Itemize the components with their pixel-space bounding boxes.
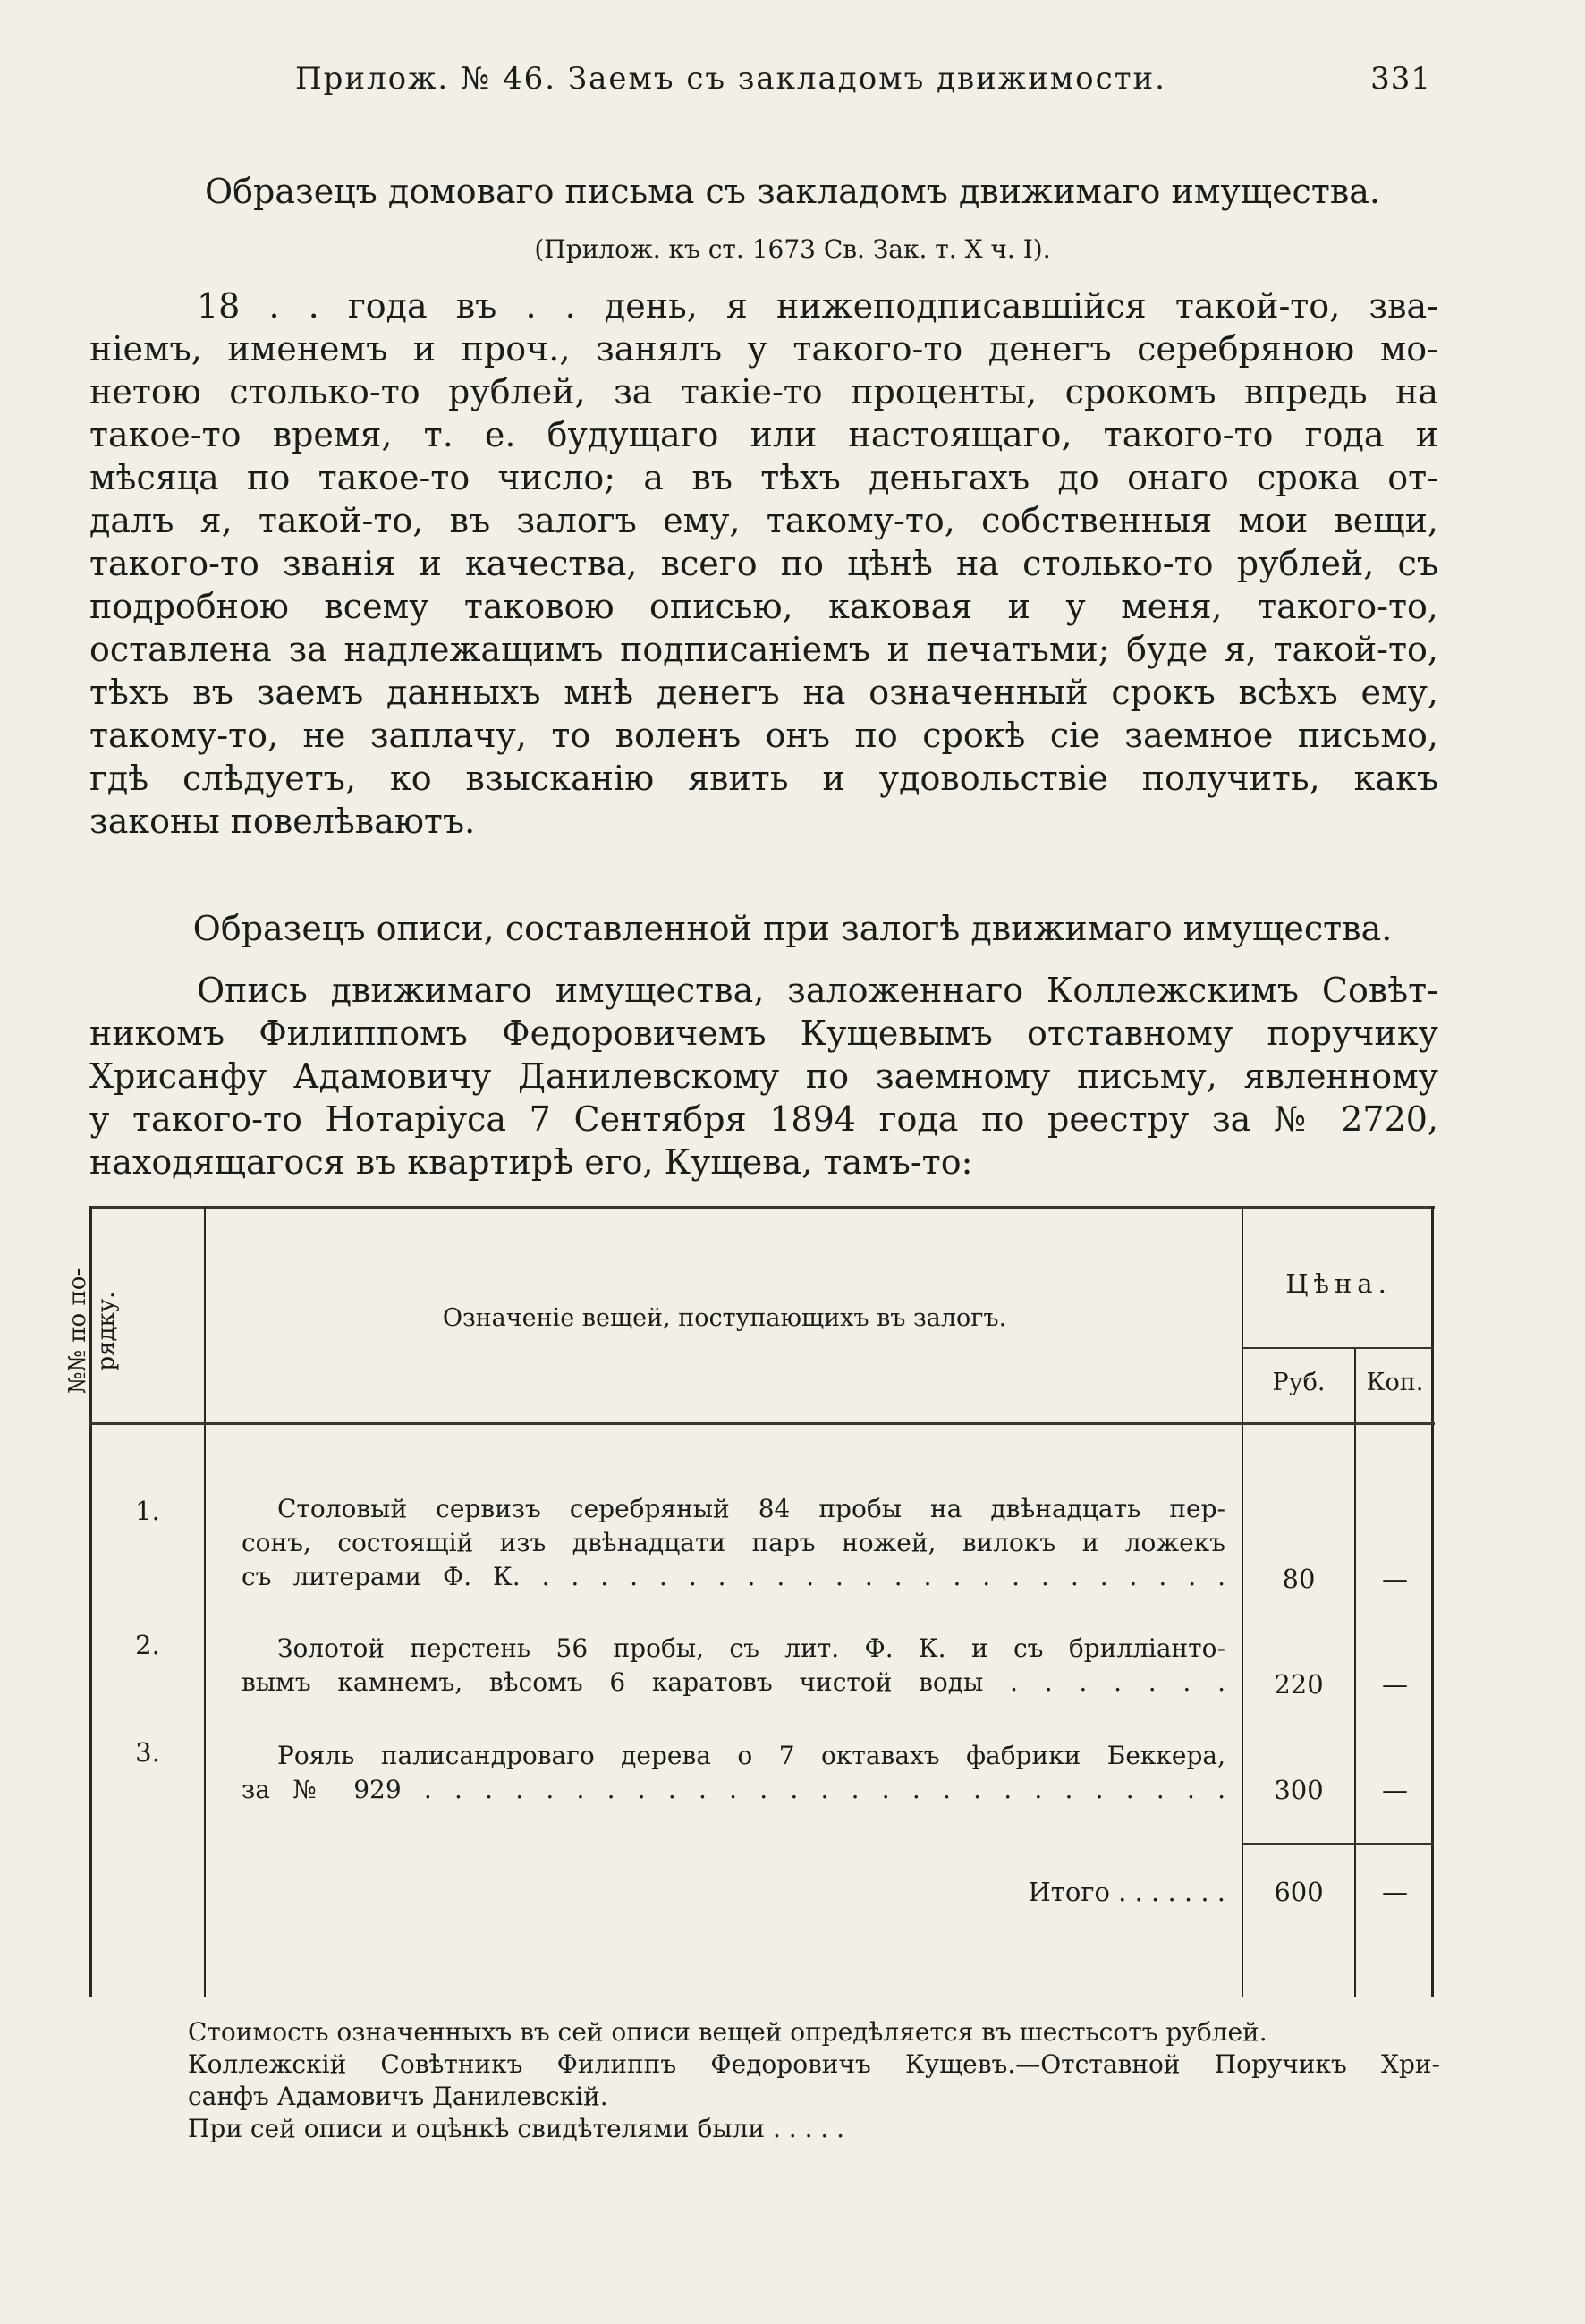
row-kop: — [1382,1564,1408,1594]
body-line: ніемъ, именемъ и проч., занялъ у такого-то денегъ серебряною мо- [89,329,1438,369]
footer-line: санфъ Адамовичъ Данилевскій. [188,2082,608,2111]
body-line: никомъ Филиппомъ Федоровичемъ Кущевымъ отставному поручику [89,1014,1438,1053]
row-description [242,1632,1225,1700]
price-subhead-rule [1243,1347,1433,1349]
running-head: Прилож. № 46. Заемъ съ закладомъ движимости. [295,61,1166,97]
row-number: 2. [135,1630,160,1660]
header-rule [89,1422,1435,1425]
row-description-line: сонъ, состоящій изъ двѣнадцати паръ ножей, вилокъ и ложекъ [242,1528,1225,1557]
body-line: у такого-то Нотаріуса 7 Сентября 1894 года по реестру за № 2720, [89,1099,1438,1139]
body-line: такому-то, не заплачу, то воленъ онъ по срокѣ сіе заемное письмо, [89,716,1438,755]
body-line: гдѣ слѣдуетъ, ко взысканію явить и удовольствіе получить, какъ [89,759,1438,798]
body-line: такое-то время, т. е. будущаго или настоящаго, такого-то года и [89,415,1438,454]
body-line: оставлена за надлежащимъ подписаніемъ и печатьми; буде я, такой-то, [89,630,1438,669]
column-header-number-label: №№ по по- рядку. [64,1268,120,1395]
row-kop: — [1382,1669,1408,1700]
row-description-line: Рояль палисандроваго дерева о 7 октавахъ фабрики Беккера, [277,1741,1225,1770]
column-header-rub: Руб. [1272,1369,1326,1396]
row-number: 1. [135,1496,160,1526]
body-line: далъ я, такой-то, въ залогъ ему, такому-то, собственныя мои вещи, [89,501,1438,540]
row-rub: 220 [1274,1669,1324,1700]
table-top-rule [89,1206,1435,1209]
column-header-number [34,1242,150,1421]
row-rub: 300 [1274,1775,1324,1805]
row-description-line: за № 929 . . . . . . . . . . . . . . . . . . . . . . . . . . . [242,1775,1225,1804]
row-description-line: вымъ камнемъ, вѣсомъ 6 каратовъ чистой воды . . . . . . . [242,1667,1225,1697]
body-line: законы повелѣваютъ. [89,802,476,841]
section2-body [89,969,1438,1183]
body-line: нетою столько-то рублей, за такіе-то проценты, срокомъ впредь на [89,372,1438,411]
body-line: Опись движимаго имущества, заложеннаго Коллежскимъ Совѣт- [197,971,1438,1010]
total-rub: 600 [1274,1877,1324,1907]
column-header-description: Означеніе вещей, поступающихъ въ залогъ. [442,1304,1007,1332]
section1-subtitle: (Прилож. къ ст. 1673 Св. Зак. т. X ч. I). [534,234,1051,264]
body-line: такого-то званія и качества, всего по цѣнѣ на столько-то рублей, съ [89,544,1438,583]
body-line: тѣхъ въ заемъ данныхъ мнѣ денегъ на означенный срокъ всѣхъ ему, [89,673,1438,712]
section1-title: Образецъ домоваго письма съ закладомъ движимаго имущества. [205,172,1380,211]
total-rule [1243,1843,1433,1845]
row-description [242,1492,1225,1594]
body-line: мѣсяца по такое-то число; а въ тѣхъ деньгахъ до онаго срока от- [89,458,1438,497]
body-line: Хрисанфу Адамовичу Данилевскому по заемному письму, явленному [89,1056,1438,1096]
row-description-line: Столовый сервизъ серебряный 84 пробы на двѣнадцать пер- [277,1494,1225,1523]
footer-line: При сей описи и оцѣнкѣ свидѣтелями были . . . . . [188,2114,845,2143]
body-line: подробною всему таковою описью, каковая и у меня, такого-то, [89,587,1438,626]
row-description-line: Золотой перстень 56 пробы, съ лит. Ф. К. и съ брилліанто- [277,1633,1225,1663]
section2-title: Образецъ описи, составленной при залогѣ движимаго имущества. [192,909,1393,948]
column-header-kop: Коп. [1366,1369,1424,1396]
row-description-line: съ литерами Ф. К. . . . . . . . . . . . . . . . . . . . . . . . . [242,1562,1225,1591]
footer-line: Коллежскій Совѣтникъ Филиппъ Федоровичъ Кущевъ.—Отставной Поручикъ Хри- [188,2049,1440,2079]
total-label: Итого . . . . . . . [1028,1877,1225,1907]
row-kop: — [1382,1775,1408,1805]
inventory-footer [188,2016,1440,2145]
page-header [295,61,1431,106]
column-header-price: Цѣна. [1285,1268,1392,1299]
body-line: находящагося въ квартирѣ его, Кущева, тамъ-то: [89,1142,973,1182]
row-description [242,1739,1225,1807]
row-number: 3. [135,1737,160,1768]
section1-body [89,284,1438,843]
body-line: 18 . . года въ . . день, я нижеподписавшійся такой-то, зва- [197,286,1438,326]
footer-line: Стоимость означенныхъ въ сей описи вещей опредѣляется въ шестьсотъ рублей. [188,2017,1267,2047]
page-number: 331 [1370,61,1431,97]
row-rub: 80 [1282,1564,1316,1594]
total-kop: — [1382,1877,1408,1907]
